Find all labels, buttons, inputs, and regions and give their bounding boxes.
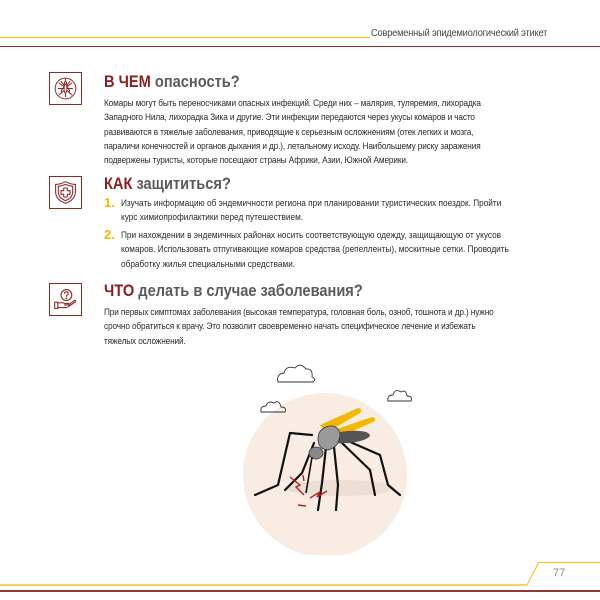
text-line: обработку жилья специальными средствами. <box>121 258 296 270</box>
danger-paragraph <box>104 97 584 168</box>
text-line: параличи конечностей и органов дыхания и др.), летальному исходу. Наибольшему риску заражения <box>104 140 481 152</box>
head <box>309 447 323 459</box>
what-to-do-paragraph <box>104 306 584 349</box>
hand-question-icon <box>49 283 82 316</box>
title-keyword: КАК <box>104 174 133 193</box>
header-red-line <box>0 46 600 47</box>
cloud-icon <box>388 391 412 401</box>
section-title-danger <box>104 72 240 92</box>
text-line: срочно обратиться к врачу. Это позволит своевременно начать специфическое лечение и избежать <box>104 321 476 333</box>
footer-slant <box>526 561 540 586</box>
text-line: подвержены туристы, которые посещают страны Африки, Азии, Южной Америки. <box>104 155 408 167</box>
header-yellow-line <box>0 37 370 38</box>
text-line: комаров. Использовать отпугивающие комаров средства (репелленты), москитные сетки. Проводить <box>121 244 509 256</box>
list-number: 2. <box>104 227 115 242</box>
text-line: Западного Нила, лихорадка Зика и другие. Эти инфекции передаются через укусы комаров и часто <box>104 112 475 124</box>
circle-background <box>243 393 407 555</box>
text-line: курс химиопрофилактики перед путешествием. <box>121 212 304 224</box>
cloud-icon <box>278 365 315 382</box>
title-rest: делать в случае заболевания? <box>134 281 363 300</box>
text-line: При первых симптомах заболевания (высокая температура, головная боль, озноб, тошнота и др.) нужно <box>104 307 494 318</box>
shadow <box>285 480 395 496</box>
running-header-title: Современный эпидемиологический этикет <box>371 27 548 39</box>
text-line: развиваются в тяжелые заболевания, приводящие к серьезным осложнениям (отек легких и мозга, <box>104 126 474 138</box>
footer-yellow-line <box>0 584 527 586</box>
list-number: 1. <box>104 195 115 210</box>
shield-cross-icon <box>49 176 82 209</box>
text-line: Комары могут быть переносчиками опасных инфекций. Среди них – малярия, туляремия, лихорадка <box>104 98 481 109</box>
footer-red-line <box>0 590 600 592</box>
footer-tab-line <box>539 562 600 563</box>
text-line: тяжелых осложнений. <box>104 335 186 347</box>
mosquito-illustration <box>230 355 430 555</box>
section-title-what-to-do <box>104 281 363 301</box>
title-keyword: В ЧЕМ <box>104 72 151 91</box>
title-rest: защититься? <box>132 174 231 193</box>
text-line: Изучать информацию об эндемичности региона при планировании туристических поездок. Пройти <box>121 198 502 209</box>
section-title-protect <box>104 174 231 194</box>
title-rest: опасность? <box>150 72 240 91</box>
page-number: 77 <box>553 567 566 579</box>
title-keyword: ЧТО <box>104 281 135 300</box>
text-line: При нахождении в эндемичных районах носить соответствующую одежду, защищающую от укусов <box>121 230 502 241</box>
mosquito-icon <box>49 72 82 105</box>
